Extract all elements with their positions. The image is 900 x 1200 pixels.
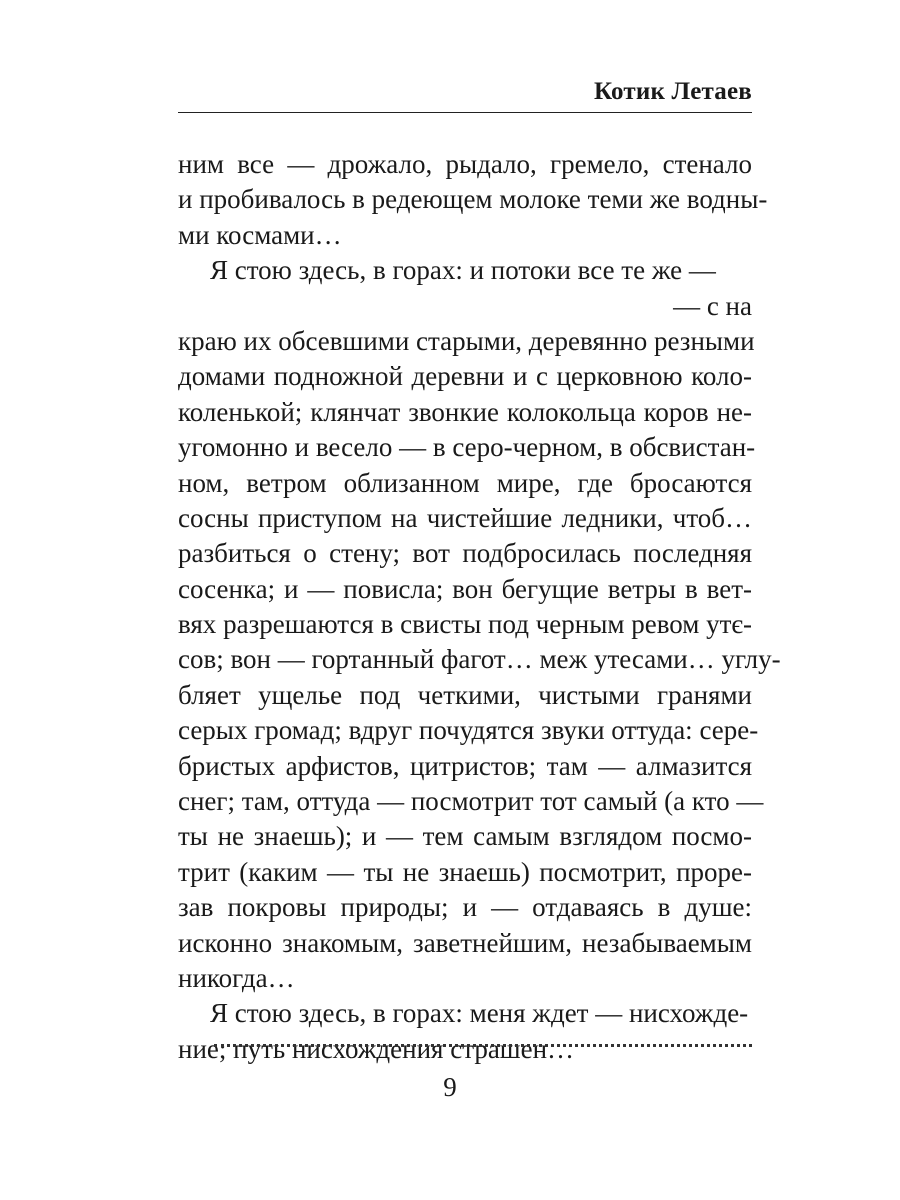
dotted-separator bbox=[214, 1030, 752, 1047]
text-line: ним все — дрожало, рыдало, гремело, стенало bbox=[178, 149, 752, 179]
text-line: ние; путь нисхождения страшен… bbox=[178, 1033, 575, 1064]
text-line: домами подножной деревни и с церковною коло- bbox=[178, 361, 752, 392]
text-line: трит (каким — ты не знаешь) посмотрит, проре- bbox=[178, 856, 752, 887]
running-title: Котик Летаев bbox=[593, 78, 752, 105]
text-line: снег; там, оттуда — посмотрит тот самый (а кто — bbox=[178, 786, 764, 817]
text-line: зав покровы природы; и — отдаваясь в душе: bbox=[178, 892, 752, 923]
text-line: ты не знаешь); и — тем самым взглядом посмо- bbox=[178, 821, 752, 852]
text-line: сосны приступом на чистейшие ледники, чтоб… bbox=[178, 502, 752, 533]
text-line: сов; вон — гортанный фагот… меж утесами… углу- bbox=[178, 644, 781, 675]
text-line: сосенка; и — повисла; вон бегущие ветры в вет- bbox=[178, 573, 752, 604]
paragraph-start-line: Я стою здесь, в горах: меня ждет — нисхожде- bbox=[210, 998, 749, 1029]
text-line: бристых арфистов, цитристов; там — алмазится bbox=[178, 750, 752, 781]
right-aligned-line: — с на bbox=[673, 290, 752, 321]
text-line: разбиться о стену; вот подбросилась последняя bbox=[178, 538, 752, 569]
text-line: и пробивалось в редеющем молоке теми же водны- bbox=[178, 184, 768, 215]
text-line: никогда… bbox=[178, 962, 295, 993]
page-number: 9 bbox=[443, 1072, 457, 1102]
text-line: вях разрешаются в свисты под черным ревом утє- bbox=[178, 609, 752, 640]
text-line: угомонно и весело — в серо-черном, в обсвистан- bbox=[178, 432, 756, 463]
text-line: ми космами… bbox=[178, 219, 342, 250]
text-line: исконно знакомым, заветнейшим, незабываемым bbox=[178, 927, 752, 958]
running-head bbox=[178, 78, 752, 113]
body-text bbox=[178, 147, 781, 1067]
text-line: коленькой; клянчат звонкие колокольца коров не- bbox=[178, 396, 752, 427]
text-line: бляет ущелье под четкими, чистыми гранями bbox=[178, 679, 752, 710]
text-line: краю их обсевшими старыми, деревянно резными bbox=[178, 325, 755, 356]
text-line: ном, ветром облизанном мире, где бросаются bbox=[178, 467, 752, 498]
paragraph-start-line: Я стою здесь, в горах: и потоки все те же — bbox=[210, 255, 716, 286]
text-line: серых громад; вдруг почудятся звуки оттуда: сере- bbox=[178, 715, 759, 746]
